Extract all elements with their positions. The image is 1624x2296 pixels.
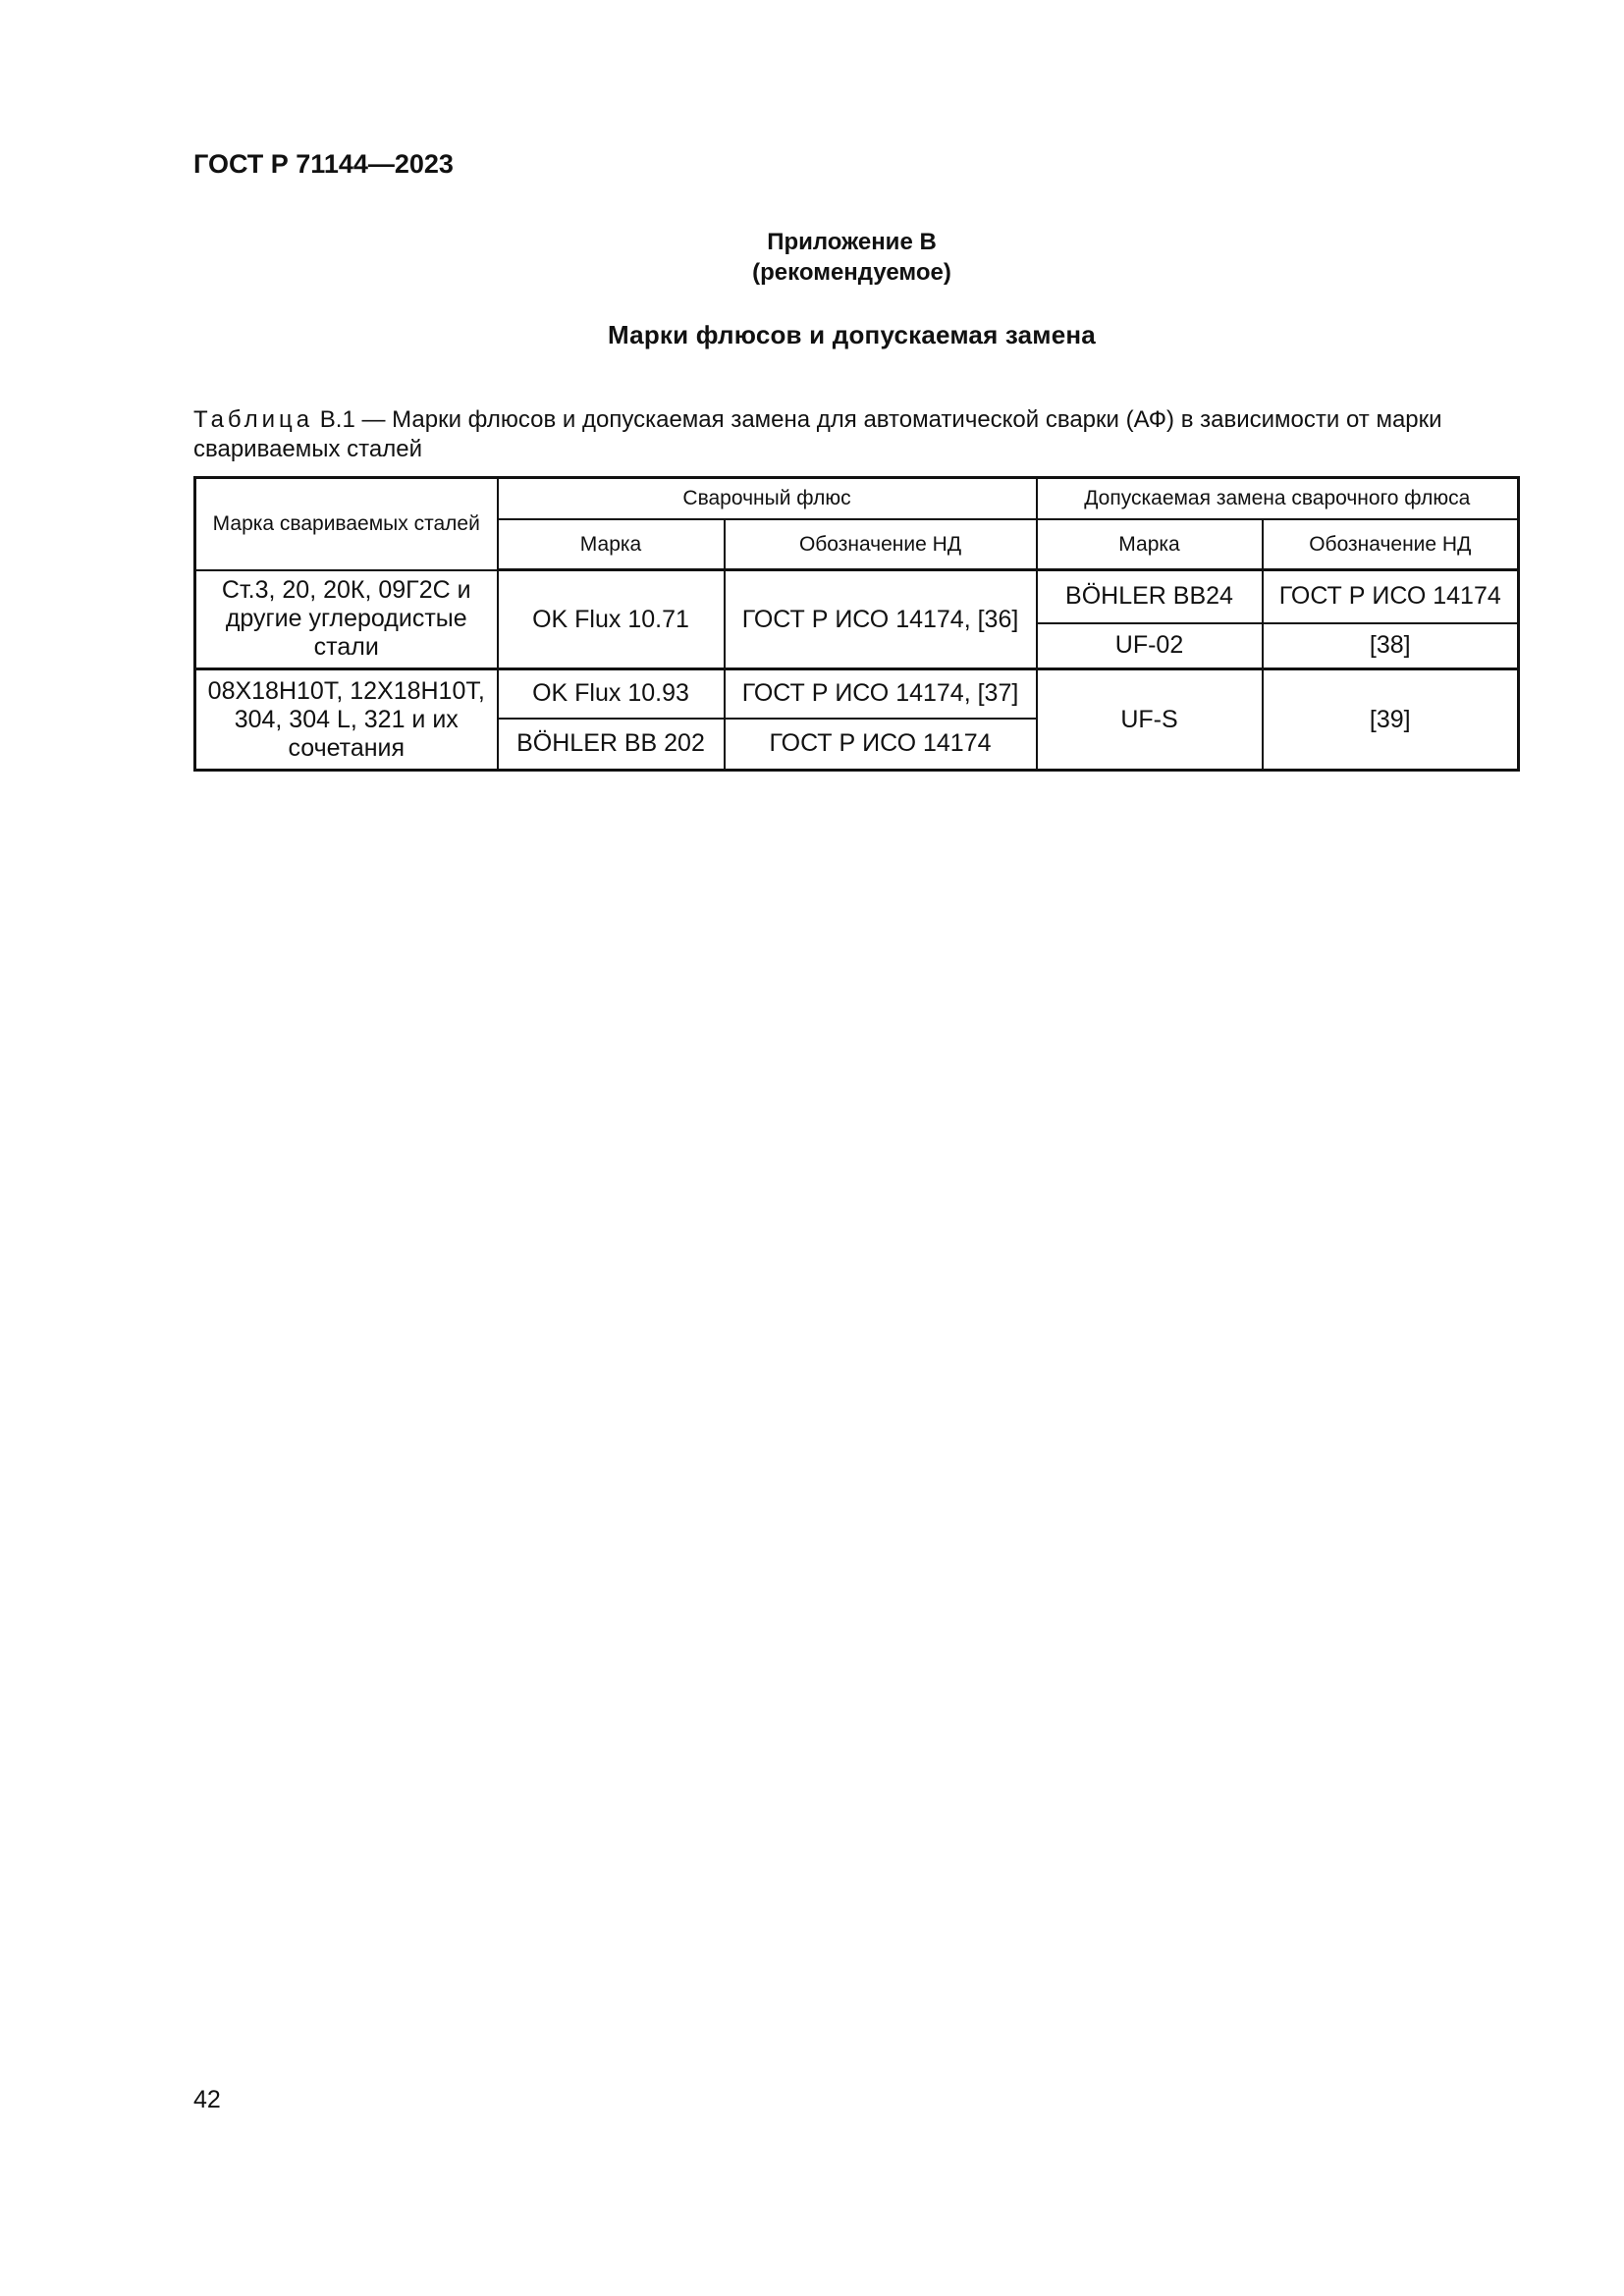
header-replacement-grade: Марка (1037, 519, 1263, 570)
page-number: 42 (193, 2086, 221, 2113)
annex-title: Приложение В (767, 229, 937, 255)
cell-replacement-grade: UF-S (1037, 669, 1263, 771)
table-caption-text: В.1 — Марки флюсов и допускаемая замена для автоматической сварки (АФ) в зависимости от марки свариваемых сталей (193, 406, 1442, 462)
table-row (195, 570, 1519, 623)
cell-flux-nd: ГОСТ Р ИСО 14174, [37] (725, 669, 1037, 719)
table-row (195, 669, 1519, 719)
cell-steel: 08Х18Н10Т, 12Х18Н10Т, 304, 304 L, 321 и их сочетания (195, 669, 498, 771)
annex-kind: (рекомендуемое) (752, 259, 951, 286)
cell-replacement-nd: ГОСТ Р ИСО 14174 (1263, 570, 1519, 623)
table-caption-lead: Таблица (193, 406, 314, 433)
cell-replacement-grade: BÖHLER BB24 (1037, 570, 1263, 623)
cell-flux-nd: ГОСТ Р ИСО 14174, [36] (725, 570, 1037, 669)
cell-flux-grade: BÖHLER BB 202 (498, 719, 725, 771)
flux-table (193, 476, 1520, 772)
cell-steel: Ст.3, 20, 20К, 09Г2С и другие углеродистые стали (195, 570, 498, 669)
header-replacement: Допускаемая замена сварочного флюса (1037, 478, 1519, 519)
cell-flux-grade: OK Flux 10.93 (498, 669, 725, 719)
header-flux-nd: Обозначение НД (725, 519, 1037, 570)
header-replacement-nd: Обозначение НД (1263, 519, 1519, 570)
header-flux-grade: Марка (498, 519, 725, 570)
table-caption (193, 405, 1519, 464)
document-code: ГОСТ Р 71144—2023 (193, 149, 454, 179)
header-steel-grade: Марка свариваемых сталей (195, 478, 498, 570)
cell-flux-grade: OK Flux 10.71 (498, 570, 725, 669)
cell-replacement-nd: [39] (1263, 669, 1519, 771)
cell-flux-nd: ГОСТ Р ИСО 14174 (725, 719, 1037, 771)
cell-replacement-nd: [38] (1263, 623, 1519, 669)
cell-replacement-grade: UF-02 (1037, 623, 1263, 669)
header-welding-flux: Сварочный флюс (498, 478, 1037, 519)
section-title: Марки флюсов и допускаемая замена (608, 320, 1096, 349)
